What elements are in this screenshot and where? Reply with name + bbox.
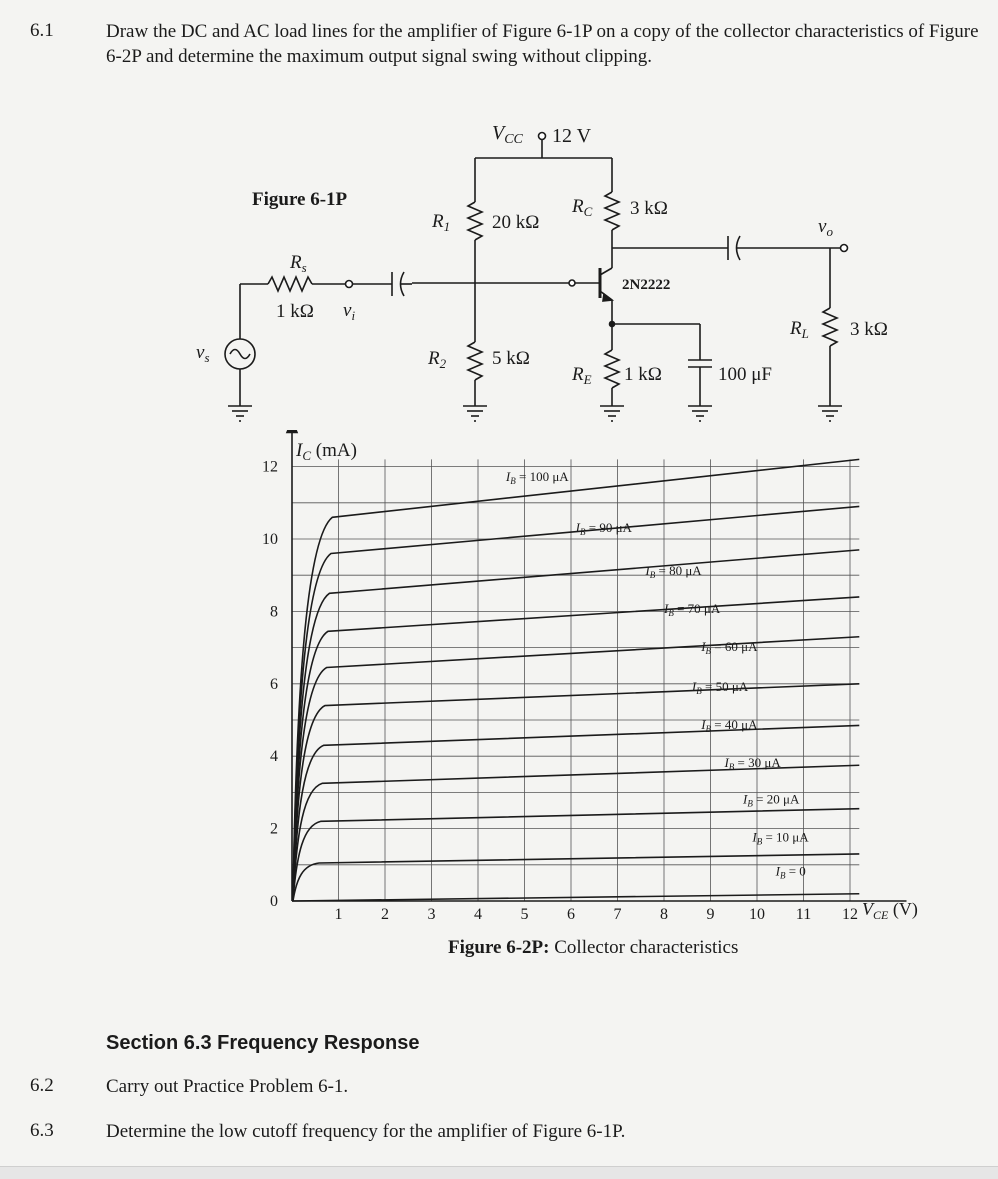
ib-curve-label: $I_B = 60$ μA: [701, 639, 758, 657]
r2-label: $R_2$: [428, 348, 447, 371]
ib-curve-label: $I_B = 80$ μA: [645, 563, 702, 581]
x-tick-label: 9: [706, 906, 715, 923]
x-tick-label: 10: [749, 906, 765, 923]
problem-text: Carry out Practice Problem 6-1.: [106, 1076, 349, 1097]
rs-value: 1 kΩ: [276, 301, 314, 322]
x-tick-label: 12: [842, 906, 858, 923]
vo-label: $v_o$: [818, 216, 833, 239]
x-tick-label: 5: [520, 906, 529, 923]
ib-curve-label: $I_B = 20$ μA: [743, 791, 800, 809]
y-tick-label: 12: [262, 458, 278, 476]
x-tick-label: 2: [381, 906, 389, 923]
ce-value: 100 μF: [718, 364, 773, 385]
ib-curve: [293, 725, 859, 901]
rl-label: $R_L$: [790, 318, 809, 341]
r1-value: 20 kΩ: [492, 212, 540, 233]
problem-number: 6.2: [30, 1075, 54, 1096]
r2-value: 5 kΩ: [492, 348, 530, 369]
x-tick-label: 8: [660, 906, 668, 923]
r1-label: $R_1$: [432, 211, 451, 234]
y-tick-label: 2: [270, 820, 278, 838]
problem-number: 6.1: [30, 20, 54, 41]
chart-title: Figure 6-2P: Collector characteristics: [448, 937, 739, 958]
ib-curve: [293, 854, 859, 901]
vcc-value: 12 V: [552, 125, 592, 147]
ib-curve-label: $I_B = 0$: [775, 863, 806, 881]
collector-characteristics-chart: [0, 430, 998, 960]
vcc-label: $V_{CC}$: [492, 122, 523, 147]
problem-number: 6.3: [30, 1120, 54, 1141]
circuit-figure-title: Figure 6-1P: [252, 189, 348, 210]
ib-curve-label: $I_B = 50$ μA: [691, 679, 749, 697]
ib-curve-label: $I_B = 30$ μA: [724, 755, 781, 773]
re-label: $R_E$: [572, 364, 592, 387]
x-tick-label: 6: [567, 906, 575, 923]
x-tick-label: 4: [474, 906, 482, 923]
y-tick-label: 6: [270, 675, 278, 693]
y-axis-label: $I_C$ (mA): [296, 440, 357, 463]
ib-curve-label: $I_B = 70$ μA: [664, 601, 721, 619]
vs-label: $v_s$: [196, 342, 210, 365]
section-heading: Section 6.3 Frequency Response: [106, 1032, 420, 1054]
y-tick-label: 0: [270, 893, 278, 910]
ib-curve-label: $I_B = 100$ μA: [505, 469, 569, 487]
y-tick-label: 8: [270, 603, 278, 621]
transistor-label: 2N2222: [622, 277, 671, 293]
x-tick-label: 7: [613, 906, 622, 923]
rc-value: 3 kΩ: [630, 198, 668, 219]
y-tick-label: 4: [270, 748, 278, 766]
vi-label: $v_i$: [343, 300, 356, 323]
re-value: 1 kΩ: [624, 364, 662, 385]
problem-text: Draw the DC and AC load lines for the amplifier of Figure 6-1P on a copy of the collector characteristics of Figure 6-2P and determine the maximum output signal swing without clipping.: [106, 21, 979, 67]
y-tick-label: 10: [262, 531, 278, 548]
rl-value: 3 kΩ: [850, 319, 888, 340]
rc-label: $R_C$: [572, 196, 593, 219]
page-bottom-bar: [0, 1166, 998, 1179]
ib-curve-label: $I_B = 90$ μA: [575, 519, 632, 537]
ib-curve-label: $I_B = 40$ μA: [701, 717, 758, 735]
problem-text: Determine the low cutoff frequency for the amplifier of Figure 6-1P.: [106, 1121, 626, 1142]
rs-label: $R_s$: [290, 252, 307, 275]
x-axis-label: $V_{CE}$ (V): [862, 899, 918, 922]
y-axis-arrow: [287, 430, 297, 432]
circuit-schematic: [0, 110, 998, 430]
x-tick-label: 3: [427, 906, 436, 923]
ib-curve: [292, 894, 859, 901]
x-tick-label: 1: [334, 906, 343, 923]
ib-curve-label: $I_B = 10$ μA: [752, 829, 809, 847]
x-tick-label: 11: [795, 906, 812, 923]
